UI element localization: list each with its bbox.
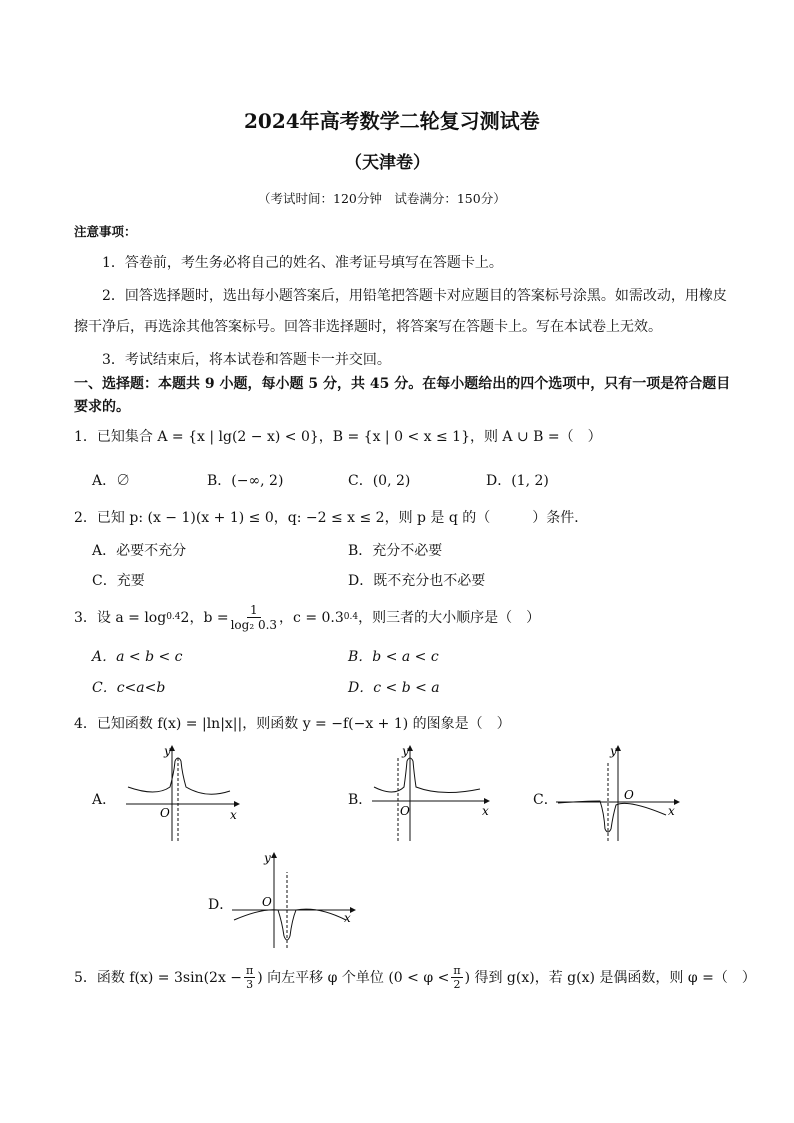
q4d-axis-x: x: [344, 911, 351, 925]
page-title: 2024年高考数学二轮复习测试卷: [244, 109, 540, 133]
q5-frac2-num: π: [453, 963, 461, 977]
q1-option-c: C．(0, 2): [348, 473, 411, 489]
q4b-axis-y: y: [402, 744, 409, 758]
notice-item-3: 3．考试结束后，将本试卷和答题卡一并交回。: [102, 352, 391, 368]
q5-stem-b: ) 向左平移 φ 个单位 (0 < φ <: [257, 970, 450, 986]
section-1-heading: 一、选择题：本题共 9 小题，每小题 5 分，共 45 分。在每小题给出的四个选项中，只有一项是符合题目: [74, 376, 731, 392]
q2-option-a: A．必要不充分: [92, 543, 187, 559]
question-1-stem: 1．已知集合 A = {x | lg(2 − x) < 0}，B = {x | 0 < x ≤ 1}，则 A ∪ B =（ ）: [74, 429, 602, 445]
q2-option-b: B．充分不必要: [348, 543, 443, 559]
q3-stem-mid2: ，c = 0.3: [279, 610, 344, 626]
q3-stem-post: ，则三者的大小顺序是（ ）: [358, 610, 541, 626]
q4b-origin: O: [400, 804, 410, 818]
page-subtitle: （天津卷）: [345, 153, 430, 173]
exam-time-info: （考试时间：120分钟 试卷满分：150分）: [258, 191, 506, 206]
q3-log-base: 0.4: [166, 612, 181, 622]
q5-fraction-2: [451, 964, 462, 991]
q2-option-d: D．既不充分也不必要: [348, 573, 486, 589]
section-1-heading-cont: 要求的。: [74, 399, 130, 415]
q3-option-c: C．c<a<b: [92, 680, 166, 696]
q1-option-d: D．(1, 2): [486, 473, 549, 489]
q1-option-a: A．∅: [92, 473, 131, 489]
q3-option-a: A．a < b < c: [92, 649, 183, 665]
q4-graph-b: [372, 743, 492, 843]
q1-option-b: B．(−∞, 2): [207, 473, 284, 489]
q5-stem-a: 5．函数 f(x) = 3sin(2x −: [74, 970, 243, 986]
question-5-stem: [74, 960, 756, 994]
q4-graph-a: [126, 743, 242, 843]
q4a-origin: O: [160, 806, 170, 820]
q3-exponent: 0.4: [343, 612, 359, 622]
question-4-stem: 4．已知函数 f(x) = |ln|x||，则函数 y = −f(−x + 1) 的图象是（ ）: [74, 716, 511, 732]
q4-graph-c: [556, 743, 682, 843]
q4-option-d-label: D．: [208, 897, 234, 913]
q5-frac1-num: π: [246, 963, 254, 977]
q5-frac1-den: 3: [246, 977, 254, 991]
q3-stem-mid1: 2，b =: [180, 610, 229, 626]
q4d-axis-y: y: [264, 851, 271, 865]
q3-option-b: B．b < a < c: [348, 649, 439, 665]
notice-heading: 注意事项：: [74, 224, 137, 239]
notice-item-1: 1．答卷前，考生务必将自己的姓名、准考证号填写在答题卡上。: [102, 255, 503, 271]
q4-option-a-label: A．: [92, 792, 117, 808]
question-3-stem: [74, 600, 540, 634]
q2-option-c: C．充要: [92, 573, 145, 589]
q3-frac-den: log₂ 0.3: [230, 617, 278, 632]
q4-option-b-label: B．: [348, 792, 373, 808]
q4d-origin: O: [262, 895, 272, 909]
q4b-axis-x: x: [482, 804, 489, 818]
q3-frac-num: 1: [247, 603, 261, 618]
q4c-origin: O: [624, 788, 634, 802]
q4a-axis-y: y: [164, 744, 171, 758]
notice-item-2a: 2．回答选择题时，选出每小题答案后，用铅笔把答题卡对应题目的答案标号涂黑。如需改动，用橡皮: [102, 288, 727, 304]
q5-fraction-1: [244, 964, 255, 991]
q3-stem-pre: 3．设 a = log: [74, 610, 167, 626]
q4-option-c-label: C．: [533, 792, 558, 808]
notice-item-2b: 擦干净后，再选涂其他答案标号。回答非选择题时，将答案写在答题卡上。写在本试卷上无效。: [74, 319, 662, 335]
q3-option-d: D．c < b < a: [348, 680, 440, 696]
q5-stem-c: ) 得到 g(x)，若 g(x) 是偶函数，则 φ =（ ）: [464, 970, 756, 986]
q4c-axis-x: x: [668, 804, 675, 818]
q4-graph-d: [232, 850, 358, 950]
q5-frac2-den: 2: [453, 977, 461, 991]
question-2-stem: 2．已知 p: (x − 1)(x + 1) ≤ 0，q: −2 ≤ x ≤ 2，则 p 是 q 的（ ）条件．: [74, 510, 589, 526]
q3-fraction: [231, 603, 277, 632]
q4a-axis-x: x: [230, 808, 237, 822]
q4c-axis-y: y: [610, 744, 617, 758]
